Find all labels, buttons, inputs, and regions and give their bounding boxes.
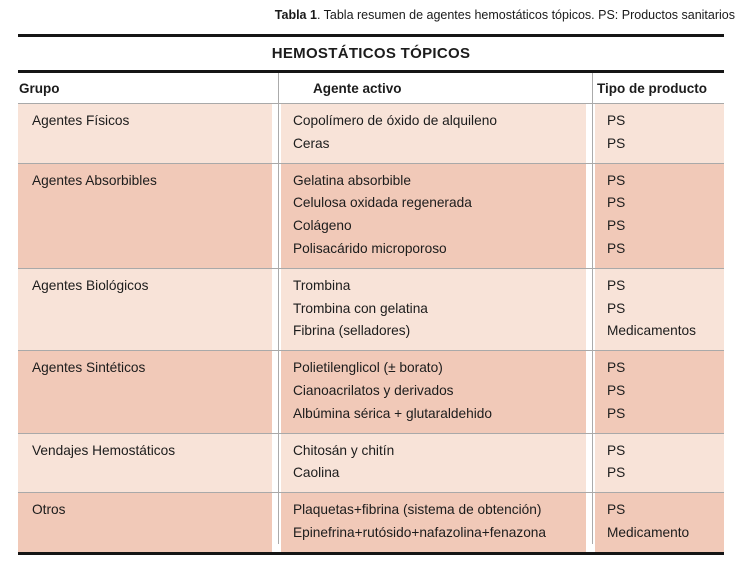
- column-gap: [272, 493, 281, 552]
- column-divider-2: [592, 73, 593, 544]
- agent-cell: [281, 493, 586, 552]
- agent-item: Trombina con gelatina: [293, 300, 428, 316]
- agent-item: Polietilenglicol (± borato): [293, 360, 443, 376]
- type-item: PS: [607, 502, 626, 518]
- column-header-grupo: Grupo: [19, 80, 60, 96]
- group-cell: [18, 351, 272, 432]
- type-cell: [595, 434, 724, 493]
- agent-item: Plaquetas+fibrina (sistema de obtención): [293, 502, 542, 518]
- group-label: Agentes Sintéticos: [32, 360, 146, 376]
- agent-cell: [281, 269, 586, 350]
- column-gap: [586, 164, 595, 268]
- agent-item: Colágeno: [293, 218, 352, 234]
- column-gap: [272, 164, 281, 268]
- hemostatics-table: [18, 34, 724, 555]
- type-cell: [595, 493, 724, 552]
- agent-item: Caolina: [293, 465, 340, 481]
- type-item: PS: [607, 218, 626, 234]
- column-gap: [272, 351, 281, 432]
- type-item: PS: [607, 240, 626, 256]
- column-gap: [586, 434, 595, 493]
- group-label: Agentes Biológicos: [32, 277, 149, 293]
- type-item: PS: [607, 277, 626, 293]
- column-header-row: [18, 73, 724, 103]
- agent-item: Fibrina (selladores): [293, 323, 411, 339]
- table-row: [18, 268, 724, 350]
- type-cell: [595, 104, 724, 163]
- type-item: PS: [607, 405, 626, 421]
- column-gap: [272, 434, 281, 493]
- agent-cell: [281, 164, 586, 268]
- bottom-rule: [18, 552, 724, 555]
- agent-item: Trombina: [293, 277, 351, 293]
- agent-item: Celulosa oxidada regenerada: [293, 195, 472, 211]
- column-gap: [586, 493, 595, 552]
- agent-item: Ceras: [293, 135, 330, 151]
- type-cell: [595, 351, 724, 432]
- group-cell: [18, 164, 272, 268]
- type-cell: [595, 164, 724, 268]
- agent-cell: [281, 104, 586, 163]
- caption-text: . Tabla resumen de agentes hemostáticos tópicos. PS: Productos sanitarios: [316, 8, 735, 22]
- agent-cell: [281, 434, 586, 493]
- agent-cell: [281, 351, 586, 432]
- type-item: PS: [607, 172, 626, 188]
- column-header-agente-activo: Agente activo: [313, 80, 402, 96]
- table-row: [18, 103, 724, 163]
- group-cell: [18, 493, 272, 552]
- agent-item: Gelatina absorbible: [293, 172, 411, 188]
- column-gap: [586, 351, 595, 432]
- table-title: HEMOSTÁTICOS TÓPICOS: [271, 45, 471, 62]
- group-label: Vendajes Hemostáticos: [32, 442, 176, 458]
- column-gap: [272, 269, 281, 350]
- agent-item: Albúmina sérica + glutaraldehido: [293, 405, 492, 421]
- table-row: [18, 350, 724, 432]
- group-label: Otros: [32, 502, 66, 518]
- table-caption: [0, 7, 735, 23]
- type-item: Medicamento: [607, 524, 690, 540]
- agent-item: Polisacárido microporoso: [293, 240, 447, 256]
- group-cell: [18, 269, 272, 350]
- group-cell: [18, 434, 272, 493]
- type-item: PS: [607, 300, 626, 316]
- table-body: [18, 103, 724, 552]
- type-item: PS: [607, 360, 626, 376]
- column-divider-1: [278, 73, 279, 544]
- type-item: PS: [607, 195, 626, 211]
- type-item: PS: [607, 113, 626, 128]
- type-item: Medicamentos: [607, 323, 697, 339]
- agent-item: Cianoacrilatos y derivados: [293, 382, 454, 398]
- type-item: PS: [607, 442, 626, 458]
- type-item: PS: [607, 382, 626, 398]
- type-item: PS: [607, 135, 626, 151]
- agent-item: Chitosán y chitín: [293, 442, 395, 458]
- group-cell: [18, 104, 272, 163]
- group-label: Agentes Físicos: [32, 113, 130, 128]
- column-gap: [586, 104, 595, 163]
- agent-item: Copolímero de óxido de alquileno: [293, 113, 497, 128]
- agent-item: Epinefrina+rutósido+nafazolina+fenazona: [293, 524, 547, 540]
- caption-number: Tabla 1: [274, 8, 317, 22]
- type-cell: [595, 269, 724, 350]
- table-row: [18, 433, 724, 493]
- group-label: Agentes Absorbibles: [32, 172, 157, 188]
- type-item: PS: [607, 465, 626, 481]
- table-row: [18, 163, 724, 268]
- column-gap: [272, 104, 281, 163]
- column-header-tipo-de-producto: Tipo de producto: [597, 80, 707, 96]
- column-gap: [586, 269, 595, 350]
- table-row: [18, 492, 724, 552]
